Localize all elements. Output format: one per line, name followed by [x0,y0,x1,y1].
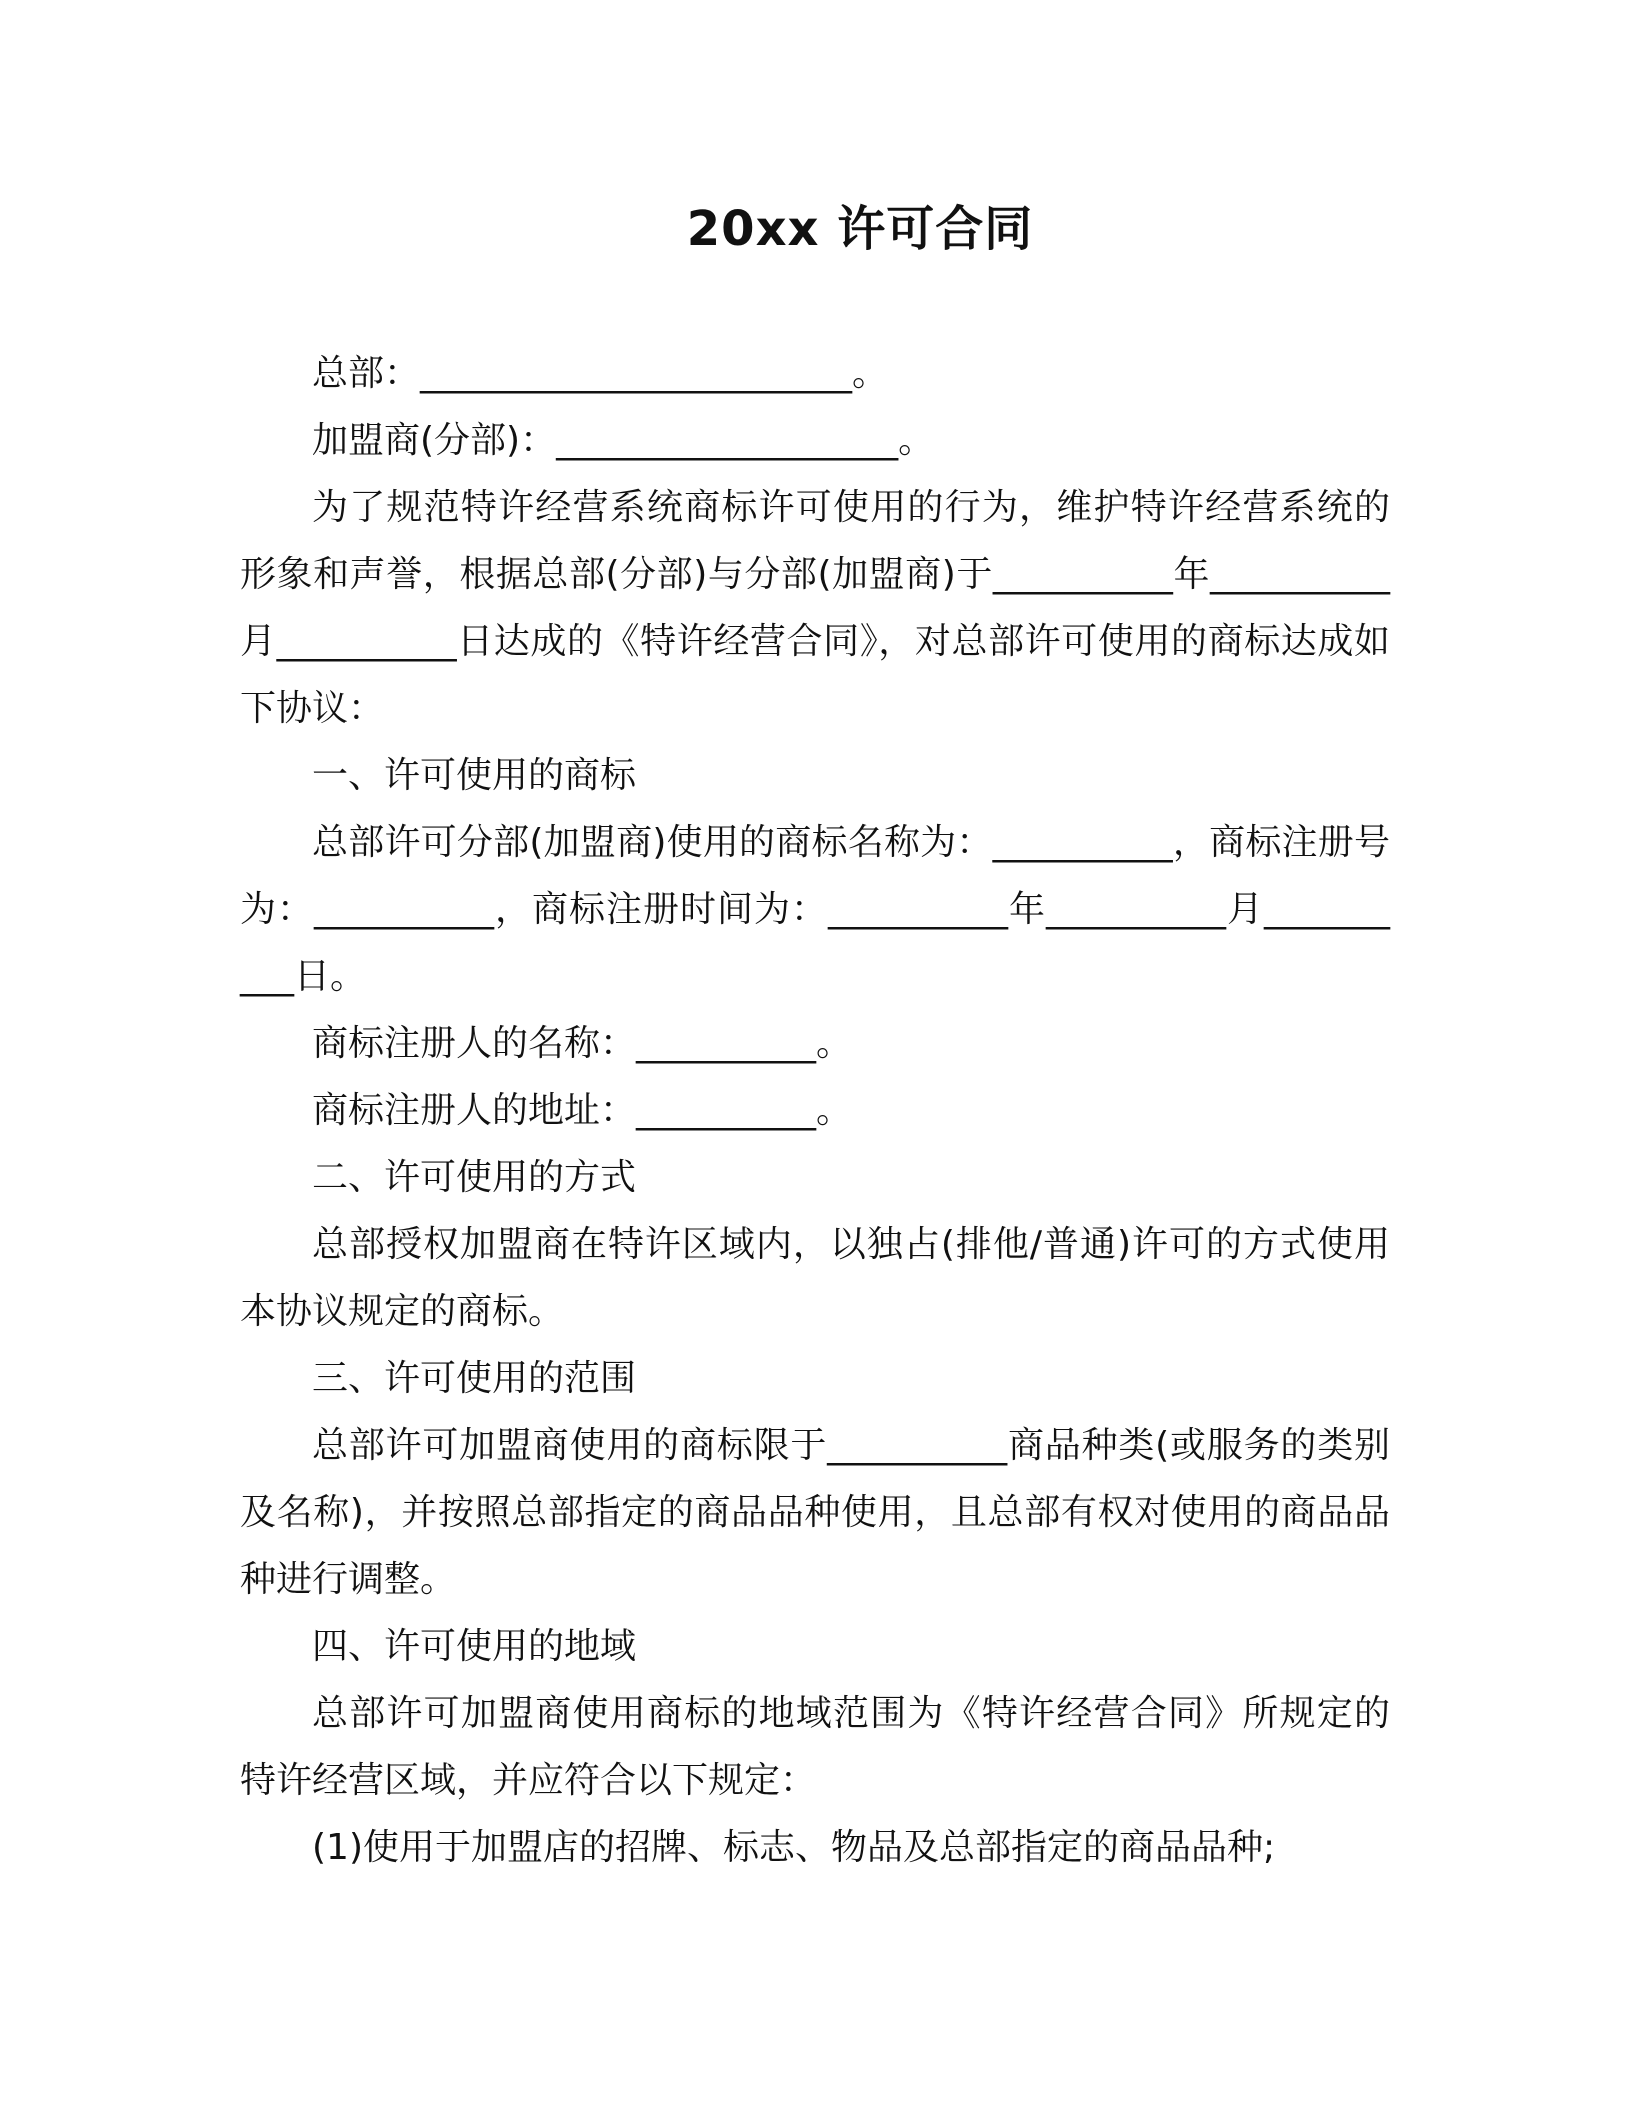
preamble-paragraph: 为了规范特许经营系统商标许可使用的行为，维护特许经营系统的形象和声誉，根据总部(分部)与分部(加盟商)于__________年__________月__________日达成的《特许经营合同》，对总部许可使用的商标达成如下协议： [240,487,1390,729]
license-method-paragraph: 总部授权加盟商在特许区域内，以独占(排他/普通)许可的方式使用本协议规定的商标。 [240,1224,1390,1332]
section-heading-4: 四、许可使用的地域 [312,1626,637,1667]
registrant-name-line: 商标注册人的名称：__________。 [312,1023,853,1064]
region-rule-item-1: (1)使用于加盟店的招牌、标志、物品及总部指定的商品品种; [312,1827,1276,1868]
section-heading-1: 一、许可使用的商标 [312,755,637,796]
registrant-address-line: 商标注册人的地址：__________。 [312,1090,853,1131]
trademark-details-paragraph: 总部许可分部(加盟商)使用的商标名称为：__________，商标注册号为：__________，商标注册时间为：__________年__________月__________日。 [240,822,1390,997]
party-franchisee: 加盟商(分部)：___________________。 [312,420,935,461]
document-body [240,340,1390,1881]
license-region-paragraph: 总部许可加盟商使用商标的地域范围为《特许经营合同》所规定的特许经营区域，并应符合以下规定： [240,1693,1390,1801]
section-heading-3: 三、许可使用的范围 [312,1358,637,1399]
section-heading-2: 二、许可使用的方式 [312,1157,637,1198]
document-title: 20xx 许可合同 [686,201,1034,257]
party-headquarters: 总部：________________________。 [312,353,889,394]
license-scope-paragraph: 总部许可加盟商使用的商标限于__________商品种类(或服务的类别及名称)，并按照总部指定的商品品种使用，且总部有权对使用的商品品种进行调整。 [240,1425,1390,1600]
